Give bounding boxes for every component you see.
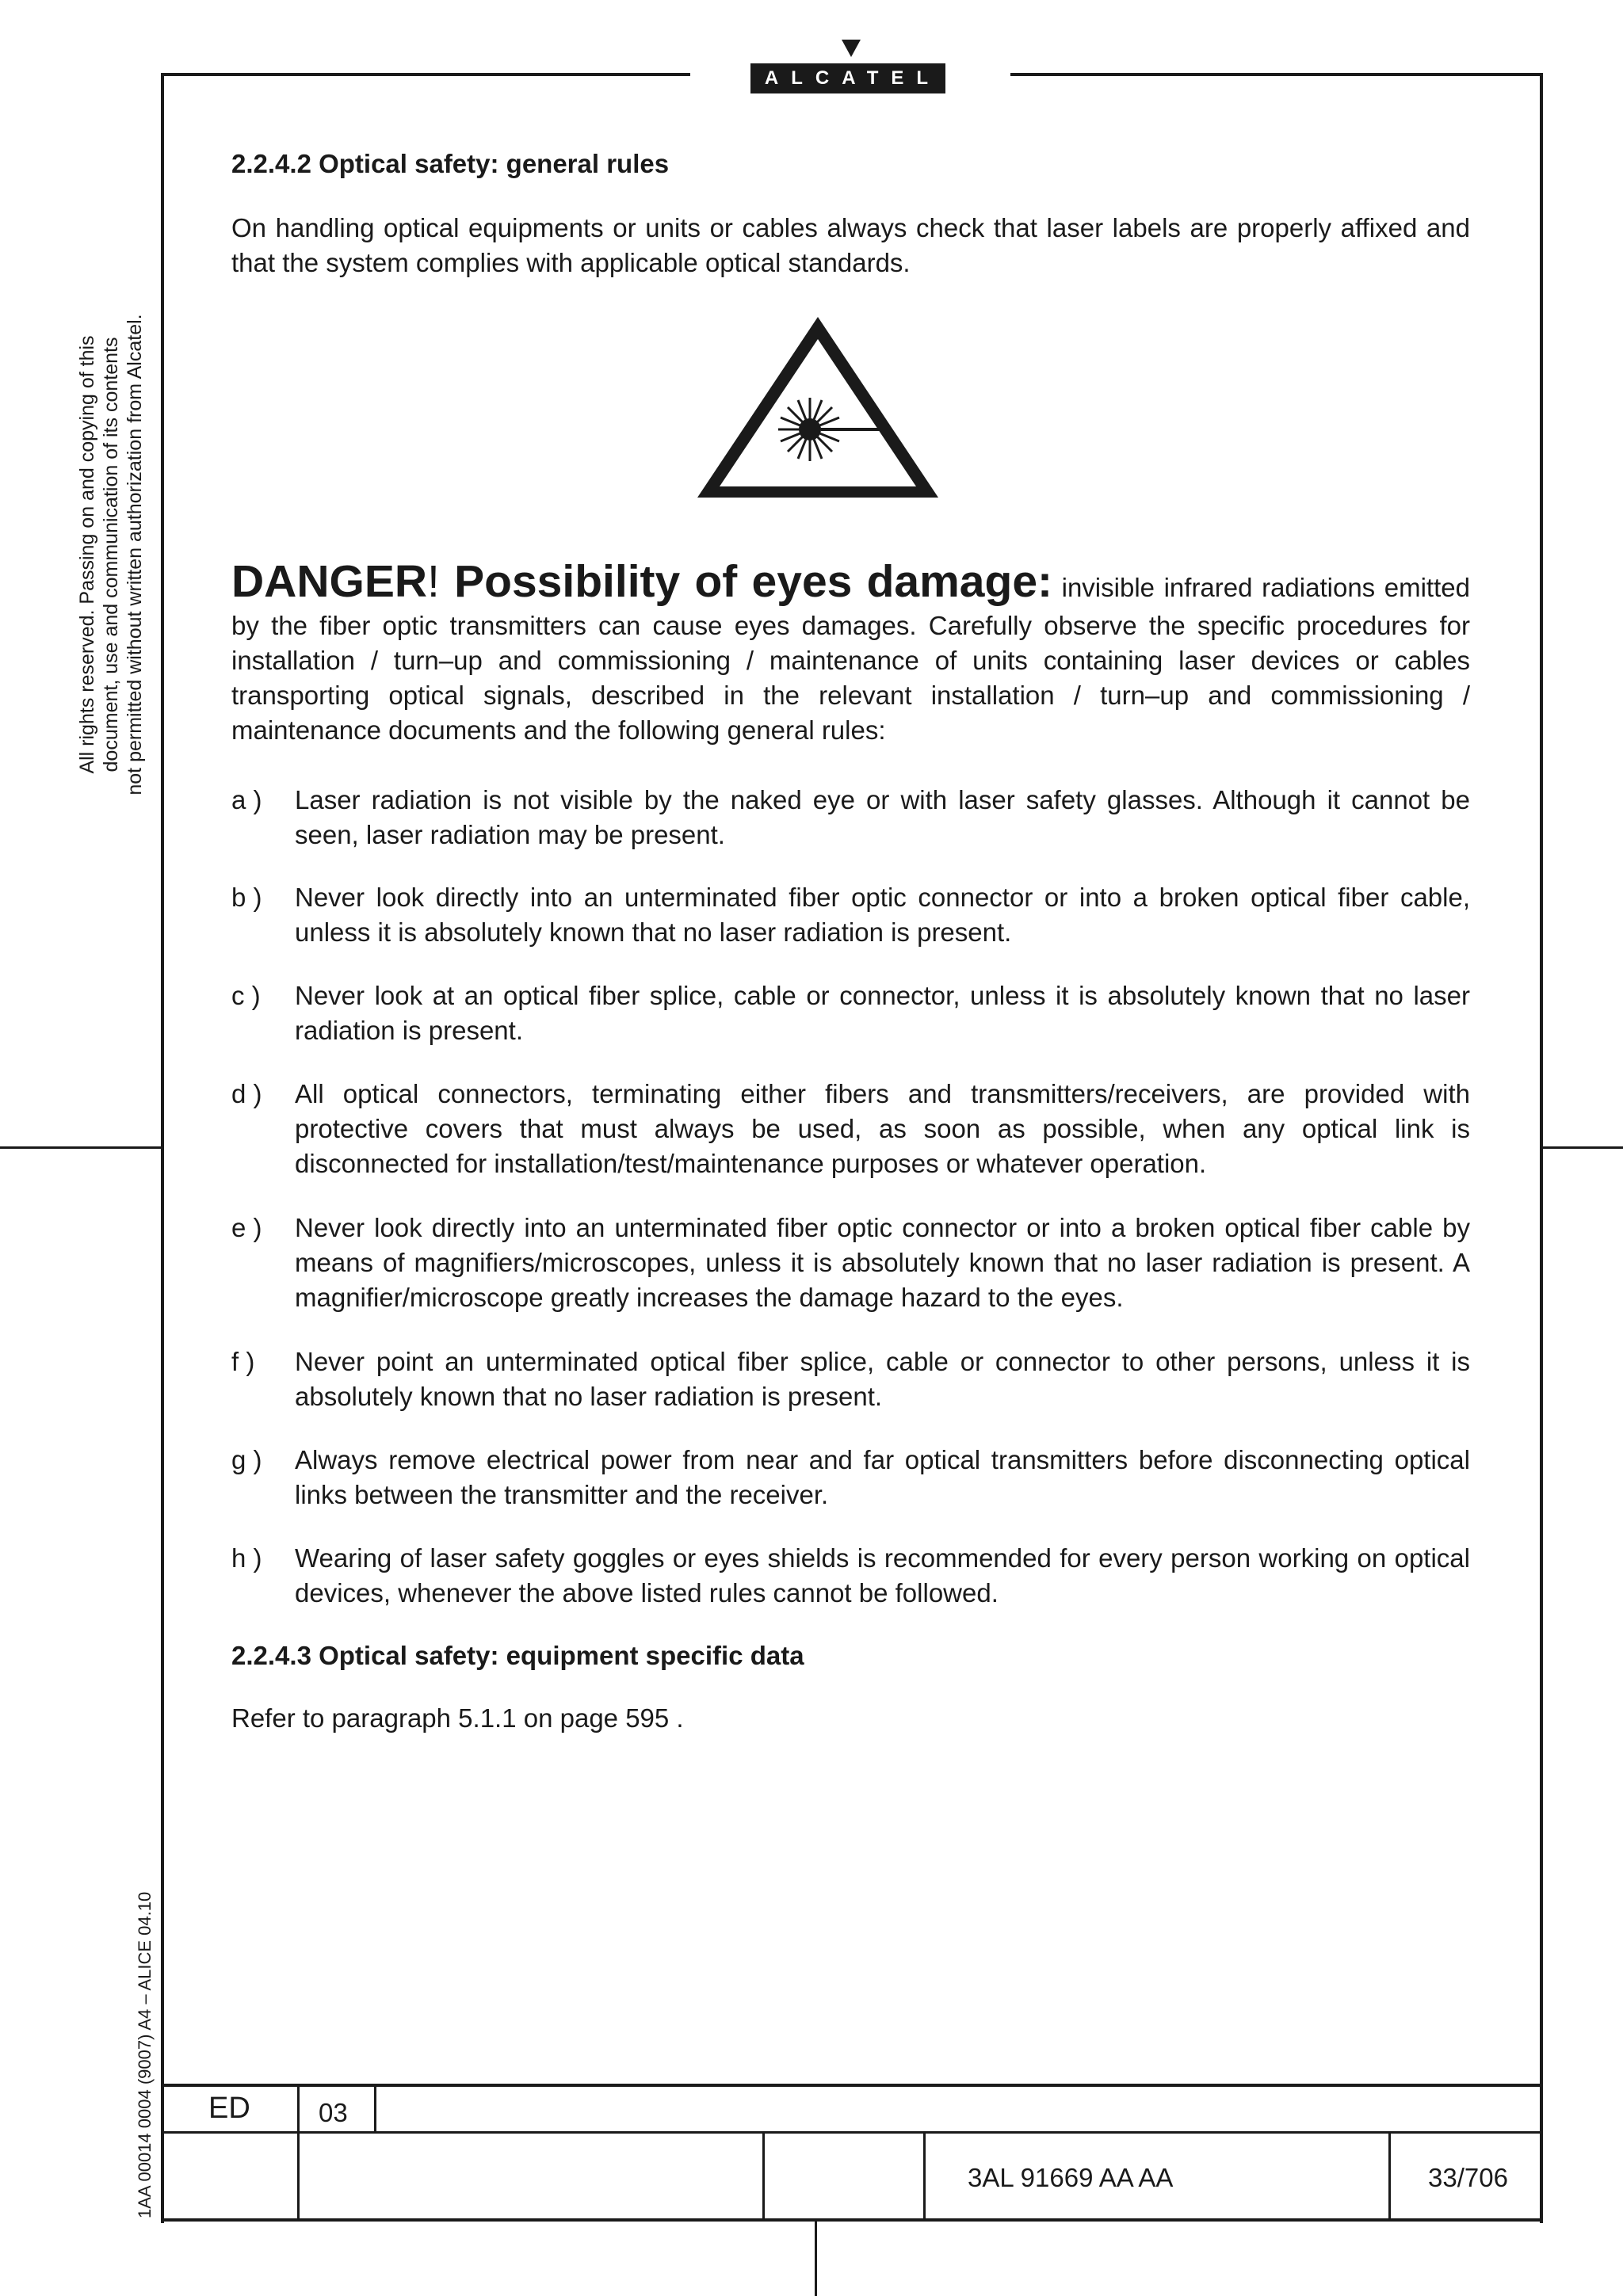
rights-line-3: not permitted without written authorization from Alcatel. bbox=[124, 314, 146, 795]
footer-middle-border bbox=[161, 2131, 1543, 2134]
footer-divider bbox=[1388, 2131, 1391, 2220]
list-item-label: a ) bbox=[231, 785, 262, 814]
danger-body: invisible infrared radiations emitted by the fiber optic transmitters can cause eyes damages. Carefully observe the specific procedures for installation / turn–up and commissioning / maintenance of units containing laser devices or cables transporting optical signals, described in the relevant installation / turn–up and commissioning / maintenance documents and the following general rules: bbox=[231, 573, 1470, 745]
list-item-text: Never point an unterminated optical fiber splice, cable or connector to other persons, unless it is absolutely known that no laser radiation is present. bbox=[295, 1347, 1470, 1411]
list-item bbox=[231, 1211, 1470, 1315]
alcatel-logo: ALCATEL bbox=[750, 63, 945, 93]
section-heading-equipment-data: 2.2.4.3 Optical safety: equipment specific data bbox=[231, 1641, 804, 1670]
footer-divider bbox=[762, 2131, 765, 2220]
list-item-text: Laser radiation is not visible by the naked eye or with laser safety glasses. Although it cannot be seen, laser radiation may be present. bbox=[295, 785, 1470, 849]
edition-label: ED bbox=[208, 2092, 250, 2125]
frame-left-border bbox=[161, 73, 164, 2223]
list-item-label: e ) bbox=[231, 1213, 262, 1242]
page-number: 33/706 bbox=[1428, 2163, 1508, 2192]
footer-top-border bbox=[161, 2084, 1543, 2087]
danger-word: DANGER bbox=[231, 556, 428, 607]
list-item-label: g ) bbox=[231, 1445, 262, 1474]
logo-arrow-icon bbox=[842, 40, 861, 57]
list-item bbox=[231, 880, 1470, 950]
laser-warning-icon bbox=[691, 311, 945, 504]
section-heading-general-rules: 2.2.4.2 Optical safety: general rules bbox=[231, 149, 670, 178]
footer-divider bbox=[374, 2084, 376, 2133]
footer-bottom-border bbox=[161, 2218, 1543, 2222]
list-item bbox=[231, 783, 1470, 852]
list-item-text: Always remove electrical power from near and far optical transmitters before disconnecting optical links between the transmitter and the receiver. bbox=[295, 1445, 1470, 1509]
frame-top-border-right bbox=[1010, 73, 1543, 76]
list-item-text: Never look directly into an unterminated fiber optic connector or into a broken optical fiber cable by means of magnifiers/microscopes, unless it is absolutely known that no laser radiation is present. A magnifier/microscope greatly increases the damage hazard to the eyes. bbox=[295, 1213, 1470, 1312]
frame-top-border-left bbox=[161, 73, 690, 76]
list-item-text: Wearing of laser safety goggles or eyes shields is recommended for every person working on optical devices, whenever the above listed rules cannot be followed. bbox=[295, 1543, 1470, 1608]
footer-divider bbox=[297, 2084, 300, 2220]
reference-paragraph: Refer to paragraph 5.1.1 on page 595 . bbox=[231, 1703, 684, 1733]
document-code: 3AL 91669 AA AA bbox=[968, 2163, 1174, 2192]
fold-mark-right bbox=[1543, 1146, 1623, 1149]
list-item bbox=[231, 978, 1470, 1048]
rights-line-2: document, use and communication of its contents bbox=[100, 337, 122, 772]
list-item bbox=[231, 1541, 1470, 1611]
list-item bbox=[231, 1443, 1470, 1512]
footer-divider bbox=[923, 2131, 926, 2220]
list-item-text: Never look at an optical fiber splice, cable or connector, unless it is absolutely known that no laser radiation is present. bbox=[295, 981, 1470, 1045]
list-item-label: f ) bbox=[231, 1347, 255, 1376]
list-item-label: h ) bbox=[231, 1543, 262, 1573]
list-item-label: b ) bbox=[231, 883, 262, 912]
list-item-text: Never look directly into an unterminated fiber optic connector or into a broken optical fiber cable, unless it is absolutely known that no laser radiation is present. bbox=[295, 883, 1470, 947]
list-item-text: All optical connectors, terminating either fibers and transmitters/receivers, are provided with protective covers that must always be used, as soon as possible, when any optical link is disconnected for installation/test/maintenance purposes or whatever operation. bbox=[295, 1079, 1470, 1178]
intro-paragraph: On handling optical equipments or units or cables always check that laser labels are properly affixed and that the system complies with applicable optical standards. bbox=[231, 213, 1470, 277]
danger-exclamation: ! bbox=[427, 556, 455, 607]
list-item bbox=[231, 1077, 1470, 1181]
rights-line-1: All rights reserved. Passing on and copying of this bbox=[76, 335, 98, 774]
danger-headline: Possibility of eyes damage: bbox=[454, 556, 1053, 607]
fold-mark-left bbox=[0, 1146, 161, 1149]
list-item-label: d ) bbox=[231, 1079, 262, 1108]
rights-notice bbox=[75, 285, 147, 824]
list-item bbox=[231, 1344, 1470, 1414]
fold-mark-bottom bbox=[815, 2222, 817, 2296]
form-code: 1AA 00014 0004 (9007) A4 – ALICE 04.10 bbox=[135, 1891, 155, 2218]
list-item-label: c ) bbox=[231, 981, 261, 1010]
edition-number: 03 bbox=[319, 2098, 348, 2127]
danger-paragraph bbox=[231, 555, 1470, 748]
